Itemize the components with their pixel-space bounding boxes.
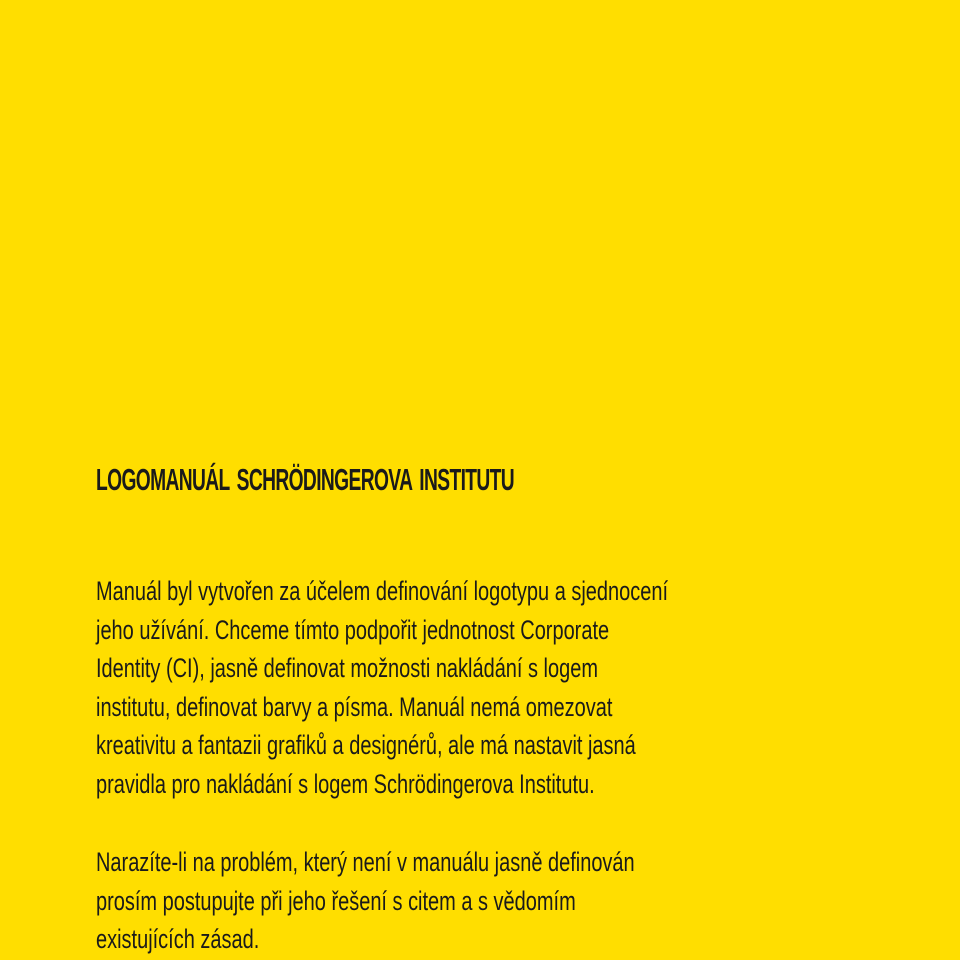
page-title: logomanuál schrödingerova institutu — [96, 451, 515, 500]
guidance-paragraph: Narazíte-li na problém, který není v manuálu jasně definován prosím postupujte při jeho řešení s citem a s vědomím existujících zásad. — [96, 847, 635, 954]
intro-paragraph: Manuál byl vytvořen za účelem definování logotypu a sjednocení jeho užívání. Chceme tímto podpořit jednotnost Corporate Identity (CI), jasně definovat možnosti nakládání s logem institutu, definovat barvy a písma. Manuál nemá omezovat kreativitu a fantazii grafiků a designérů, ale má nastavit jasná pravidla pro nakládání s logem Schrödingerova Institutu. — [96, 576, 668, 799]
